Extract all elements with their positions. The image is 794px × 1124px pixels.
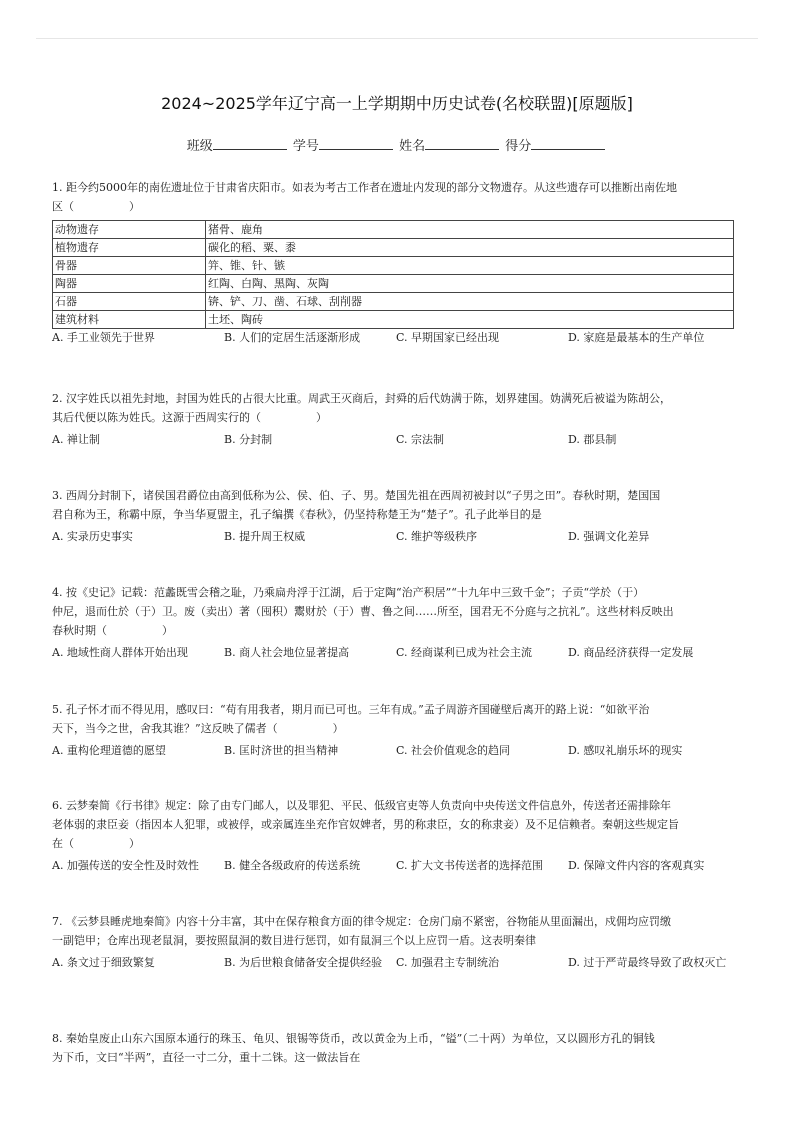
option-b[interactable]: B. 商人社会地位显著提高 xyxy=(224,646,350,659)
option-a[interactable]: A. 重构伦理道德的愿望 xyxy=(52,744,166,757)
question-stem: 5. 孔子怀才而不得见用，感叹曰：“苟有用我者，期月而已可也。三年有成。”孟子周游齐国碰壁后离开的路上说：“如欲平治 天下，当今之世，舍我其谁？”这反映了儒者（ ） xyxy=(52,703,650,735)
student-info-row xyxy=(0,135,794,154)
option-b[interactable]: B. 健全各级政府的传送系统 xyxy=(224,859,361,872)
option-d[interactable]: D. 强调文化差异 xyxy=(568,530,650,543)
score-label: 得分 xyxy=(505,139,532,154)
answer-options xyxy=(52,431,742,449)
option-d[interactable]: D. 保障文件内容的客观真实 xyxy=(568,859,705,872)
option-c[interactable]: C. 早期国家已经出现 xyxy=(396,331,500,344)
option-d[interactable]: D. 感叹礼崩乐坏的现实 xyxy=(568,744,683,757)
question-stem: 4. 按《史记》记载：范蠡既雪会稽之耻，乃乘扁舟浮于江湖，后于定陶“治产积居”“十九年中三致千金”；子贡“学於（于） 仲尼，退而仕於（于）卫。废（卖出）著（囤积）鬻财於（于）曹、鲁之间……所至，国君无不分庭与之抗礼”。这些材料反映出 春秋时期（ ） xyxy=(52,586,674,637)
option-c[interactable]: C. 扩大文书传送者的选择范围 xyxy=(396,859,544,872)
option-a[interactable]: A. 地域性商人群体开始出现 xyxy=(52,646,188,659)
option-d[interactable]: D. 商品经济获得一定发展 xyxy=(568,646,694,659)
question-7 xyxy=(52,912,742,972)
question-stem: 8. 秦始皇废止山东六国原本通行的珠玉、龟贝、银锡等货币，改以黄金为上币，“镒”（二十两）为单位，又以圆形方孔的铜钱 为下币，文曰“半两”，直径一寸二分，重十二铢。这一做法旨在 xyxy=(52,1032,655,1064)
option-b[interactable]: B. 分封制 xyxy=(224,433,273,446)
header-divider xyxy=(36,38,758,39)
artifact-table xyxy=(52,220,734,329)
option-d[interactable]: D. 郡县制 xyxy=(568,433,617,446)
option-c[interactable]: C. 加强君主专制统治 xyxy=(396,956,500,969)
option-b[interactable]: B. 为后世粮食储备安全提供经验 xyxy=(224,956,383,969)
option-a[interactable]: A. 加强传送的安全性及时效性 xyxy=(52,859,199,872)
option-b[interactable]: B. 人们的定居生活逐渐形成 xyxy=(224,331,361,344)
name-label: 姓名 xyxy=(399,139,426,154)
question-stem: 3. 西周分封制下，诸侯国君爵位由高到低称为公、侯、伯、子、男。楚国先祖在西周初被封以“子男之田”。春秋时期，楚国国 君自称为王，称霸中原，争当华夏盟主，孔子编撰《春秋》，仍坚持称楚王为“楚子”。孔子此举目的是 xyxy=(52,489,661,521)
option-c[interactable]: C. 宗法制 xyxy=(396,433,445,446)
answer-options xyxy=(52,954,742,972)
question-2 xyxy=(52,389,742,449)
answer-options xyxy=(52,644,742,662)
table-row: 陶器 红陶、白陶、黑陶、灰陶 xyxy=(53,275,734,293)
answer-options xyxy=(52,857,742,875)
option-c[interactable]: C. 维护等级秩序 xyxy=(396,530,478,543)
question-5 xyxy=(52,700,742,760)
table-row: 植物遗存 碳化的稻、粟、黍 xyxy=(53,239,734,257)
student-id-field[interactable] xyxy=(319,137,393,150)
option-b[interactable]: B. 提升周王权威 xyxy=(224,530,306,543)
table-row: 石器 锛、铲、刀、凿、石球、刮削器 xyxy=(53,293,734,311)
score-field[interactable] xyxy=(531,137,605,150)
table-row: 骨器 笄、锥、针、镞 xyxy=(53,257,734,275)
answer-options xyxy=(52,528,742,546)
question-stem: 7. 《云梦县睡虎地秦简》内容十分丰富，其中在保存粮食方面的律令规定：仓房门扇不紧密，谷物能从里面漏出，戍佣均应罚缴 一副铠甲；仓库出现老鼠洞，要按照鼠洞的数目进行惩罚，如有鼠洞三个以上应罚一盾。这表明秦律 xyxy=(52,915,671,947)
student-id-label: 学号 xyxy=(292,139,319,154)
question-6 xyxy=(52,796,742,875)
question-1 xyxy=(52,178,742,347)
question-4 xyxy=(52,583,742,662)
question-8 xyxy=(52,1029,742,1067)
option-d[interactable]: D. 家庭是最基本的生产单位 xyxy=(568,331,705,344)
option-b[interactable]: B. 匡时济世的担当精神 xyxy=(224,744,339,757)
answer-options xyxy=(52,742,742,760)
option-c[interactable]: C. 社会价值观念的趋同 xyxy=(396,744,511,757)
option-a[interactable]: A. 实录历史事实 xyxy=(52,530,133,543)
table-row: 建筑材料 土坯、陶砖 xyxy=(53,311,734,329)
option-a[interactable]: A. 条文过于细致繁复 xyxy=(52,956,155,969)
option-d[interactable]: D. 过于严苛最终导致了政权灭亡 xyxy=(568,956,727,969)
option-a[interactable]: A. 手工业领先于世界 xyxy=(52,331,155,344)
class-label: 班级 xyxy=(186,139,213,154)
name-field[interactable] xyxy=(425,137,499,150)
question-stem: 1. 距今约5000年的南佐遗址位于甘肃省庆阳市。如表为考古工作者在遗址内发现的部分文物遗存。从这些遗存可以推断出南佐地 区（ ） xyxy=(52,181,677,213)
answer-options xyxy=(52,329,742,347)
option-a[interactable]: A. 禅让制 xyxy=(52,433,100,446)
question-3 xyxy=(52,486,742,546)
class-field[interactable] xyxy=(213,137,287,150)
question-stem: 6. 云梦秦简《行书律》规定：除了由专门邮人，以及罪犯、平民、低级官吏等人负责向中央传送文件信息外，传送者还需排除年 老体弱的隶臣妾（指因本人犯罪，或被俘，或亲属连坐充作官奴婢者，男的称隶臣，女的称隶妾）及不足信赖者。秦朝这些规定旨 在（ ） xyxy=(52,799,679,850)
page-title: 2024~2025学年辽宁高一上学期期中历史试卷(名校联盟)[原题版] xyxy=(161,94,633,113)
option-c[interactable]: C. 经商谋利已成为社会主流 xyxy=(396,646,533,659)
table-row: 动物遗存 猪骨、鹿角 xyxy=(53,221,734,239)
question-stem: 2. 汉字姓氏以祖先封地，封国为姓氏的占很大比重。周武王灭商后，封舜的后代妫满于陈，划界建国。妫满死后被谥为陈胡公， 其后代便以陈为姓氏。这源于西周实行的（ ） xyxy=(52,392,671,424)
